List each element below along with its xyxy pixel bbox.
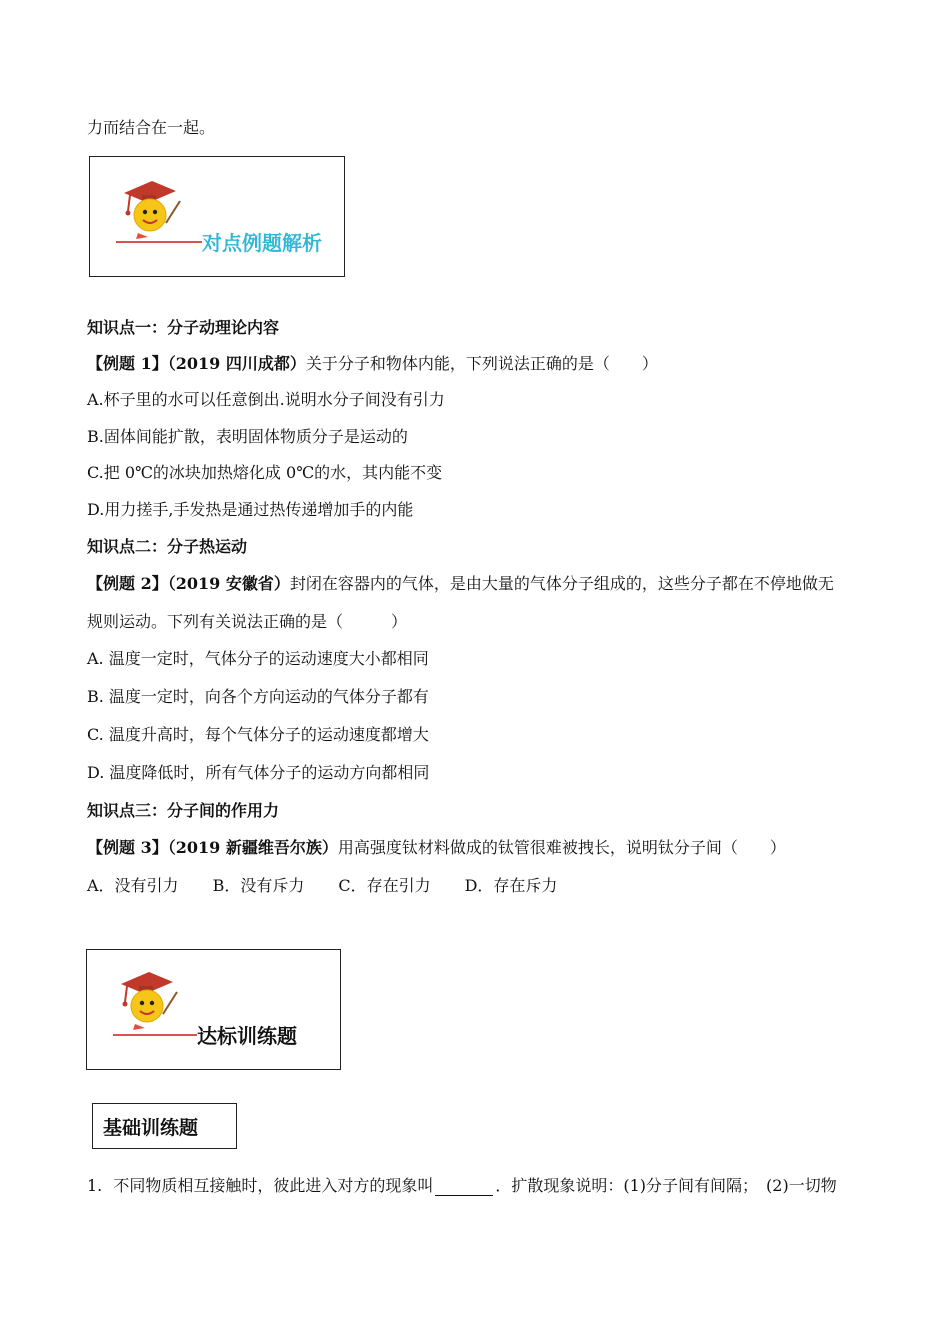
banner-underline [116, 241, 202, 243]
example-question: 关于分子和物体内能，下列说法正确的是（ ） [305, 354, 658, 373]
example-1-option-c: C.把 0℃的冰块加热熔化成 0℃的水，其内能不变 [87, 463, 443, 482]
example-1-option-a: A.杯子里的水可以任意倒出.说明水分子间没有引力 [87, 390, 445, 409]
answer-blank[interactable] [435, 1179, 493, 1196]
example-2-stem-line1 [87, 574, 834, 594]
example-3-stem [87, 838, 786, 858]
section-banner-standard-training [86, 949, 341, 1070]
example-tag: 【例题 3】 [87, 838, 168, 857]
example-question: 封闭在容器内的气体，是由大量的气体分子组成的，这些分子都在不停地做无 [289, 574, 834, 593]
example-tag: 【例题 1】 [87, 354, 168, 373]
question-number: 1. [87, 1176, 103, 1195]
graduate-mascot-icon [114, 175, 192, 243]
example-3-option-a: A．没有引力 [87, 876, 179, 895]
example-question: 用高强度钛材料做成的钛管很难被拽长，说明钛分子间（ ） [337, 838, 786, 857]
example-2-option-c: C. 温度升高时，每个气体分子的运动速度都增大 [87, 725, 429, 744]
section-heading-3: 知识点三：分子间的作用力 [87, 801, 280, 820]
basic-training-tag [92, 1103, 237, 1149]
example-3-option-d: D．存在斥力 [464, 876, 558, 895]
example-source: （2019 四川成都） [167, 354, 306, 373]
example-3-option-b: B．没有斥力 [212, 876, 305, 895]
example-1-option-b: B.固体间能扩散，表明固体物质分子是运动的 [87, 427, 408, 446]
example-source: （2019 安徽省） [167, 574, 290, 593]
section-heading-1: 知识点一：分子动理论内容 [87, 318, 280, 337]
section-heading-2: 知识点二：分子热运动 [87, 537, 248, 556]
question-text-before: 不同物质相互接触时，彼此进入对方的现象叫 [113, 1176, 434, 1195]
example-2-option-a: A. 温度一定时，气体分子的运动速度大小都相同 [87, 649, 429, 668]
example-1-option-d: D.用力搓手,手发热是通过热传递增加手的内能 [87, 500, 414, 519]
example-2-stem-line2: 规则运动。下列有关说法正确的是（ ） [87, 612, 408, 631]
question-1 [87, 1176, 837, 1196]
example-1-stem [87, 354, 658, 374]
question-text-after: ．扩散现象说明：(1)分子间有间隔； (2)一切物 [495, 1176, 837, 1195]
basic-training-label: 基础训练题 [103, 1117, 199, 1139]
example-tag: 【例题 2】 [87, 574, 168, 593]
example-source: （2019 新疆维吾尔族） [167, 838, 338, 857]
graduate-mascot-icon [111, 966, 189, 1034]
example-3-options [87, 876, 591, 896]
example-2-option-d: D. 温度降低时，所有气体分子的运动方向都相同 [87, 763, 430, 782]
paragraph-tail: 力而结合在一起。 [87, 118, 216, 137]
section-banner-example-analysis [89, 156, 345, 277]
banner-title: 达标训练题 [197, 1024, 297, 1048]
banner-underline [113, 1034, 197, 1036]
example-3-option-c: C．存在引力 [338, 876, 431, 895]
banner-title: 对点例题解析 [202, 231, 322, 255]
example-2-option-b: B. 温度一定时，向各个方向运动的气体分子都有 [87, 687, 429, 706]
